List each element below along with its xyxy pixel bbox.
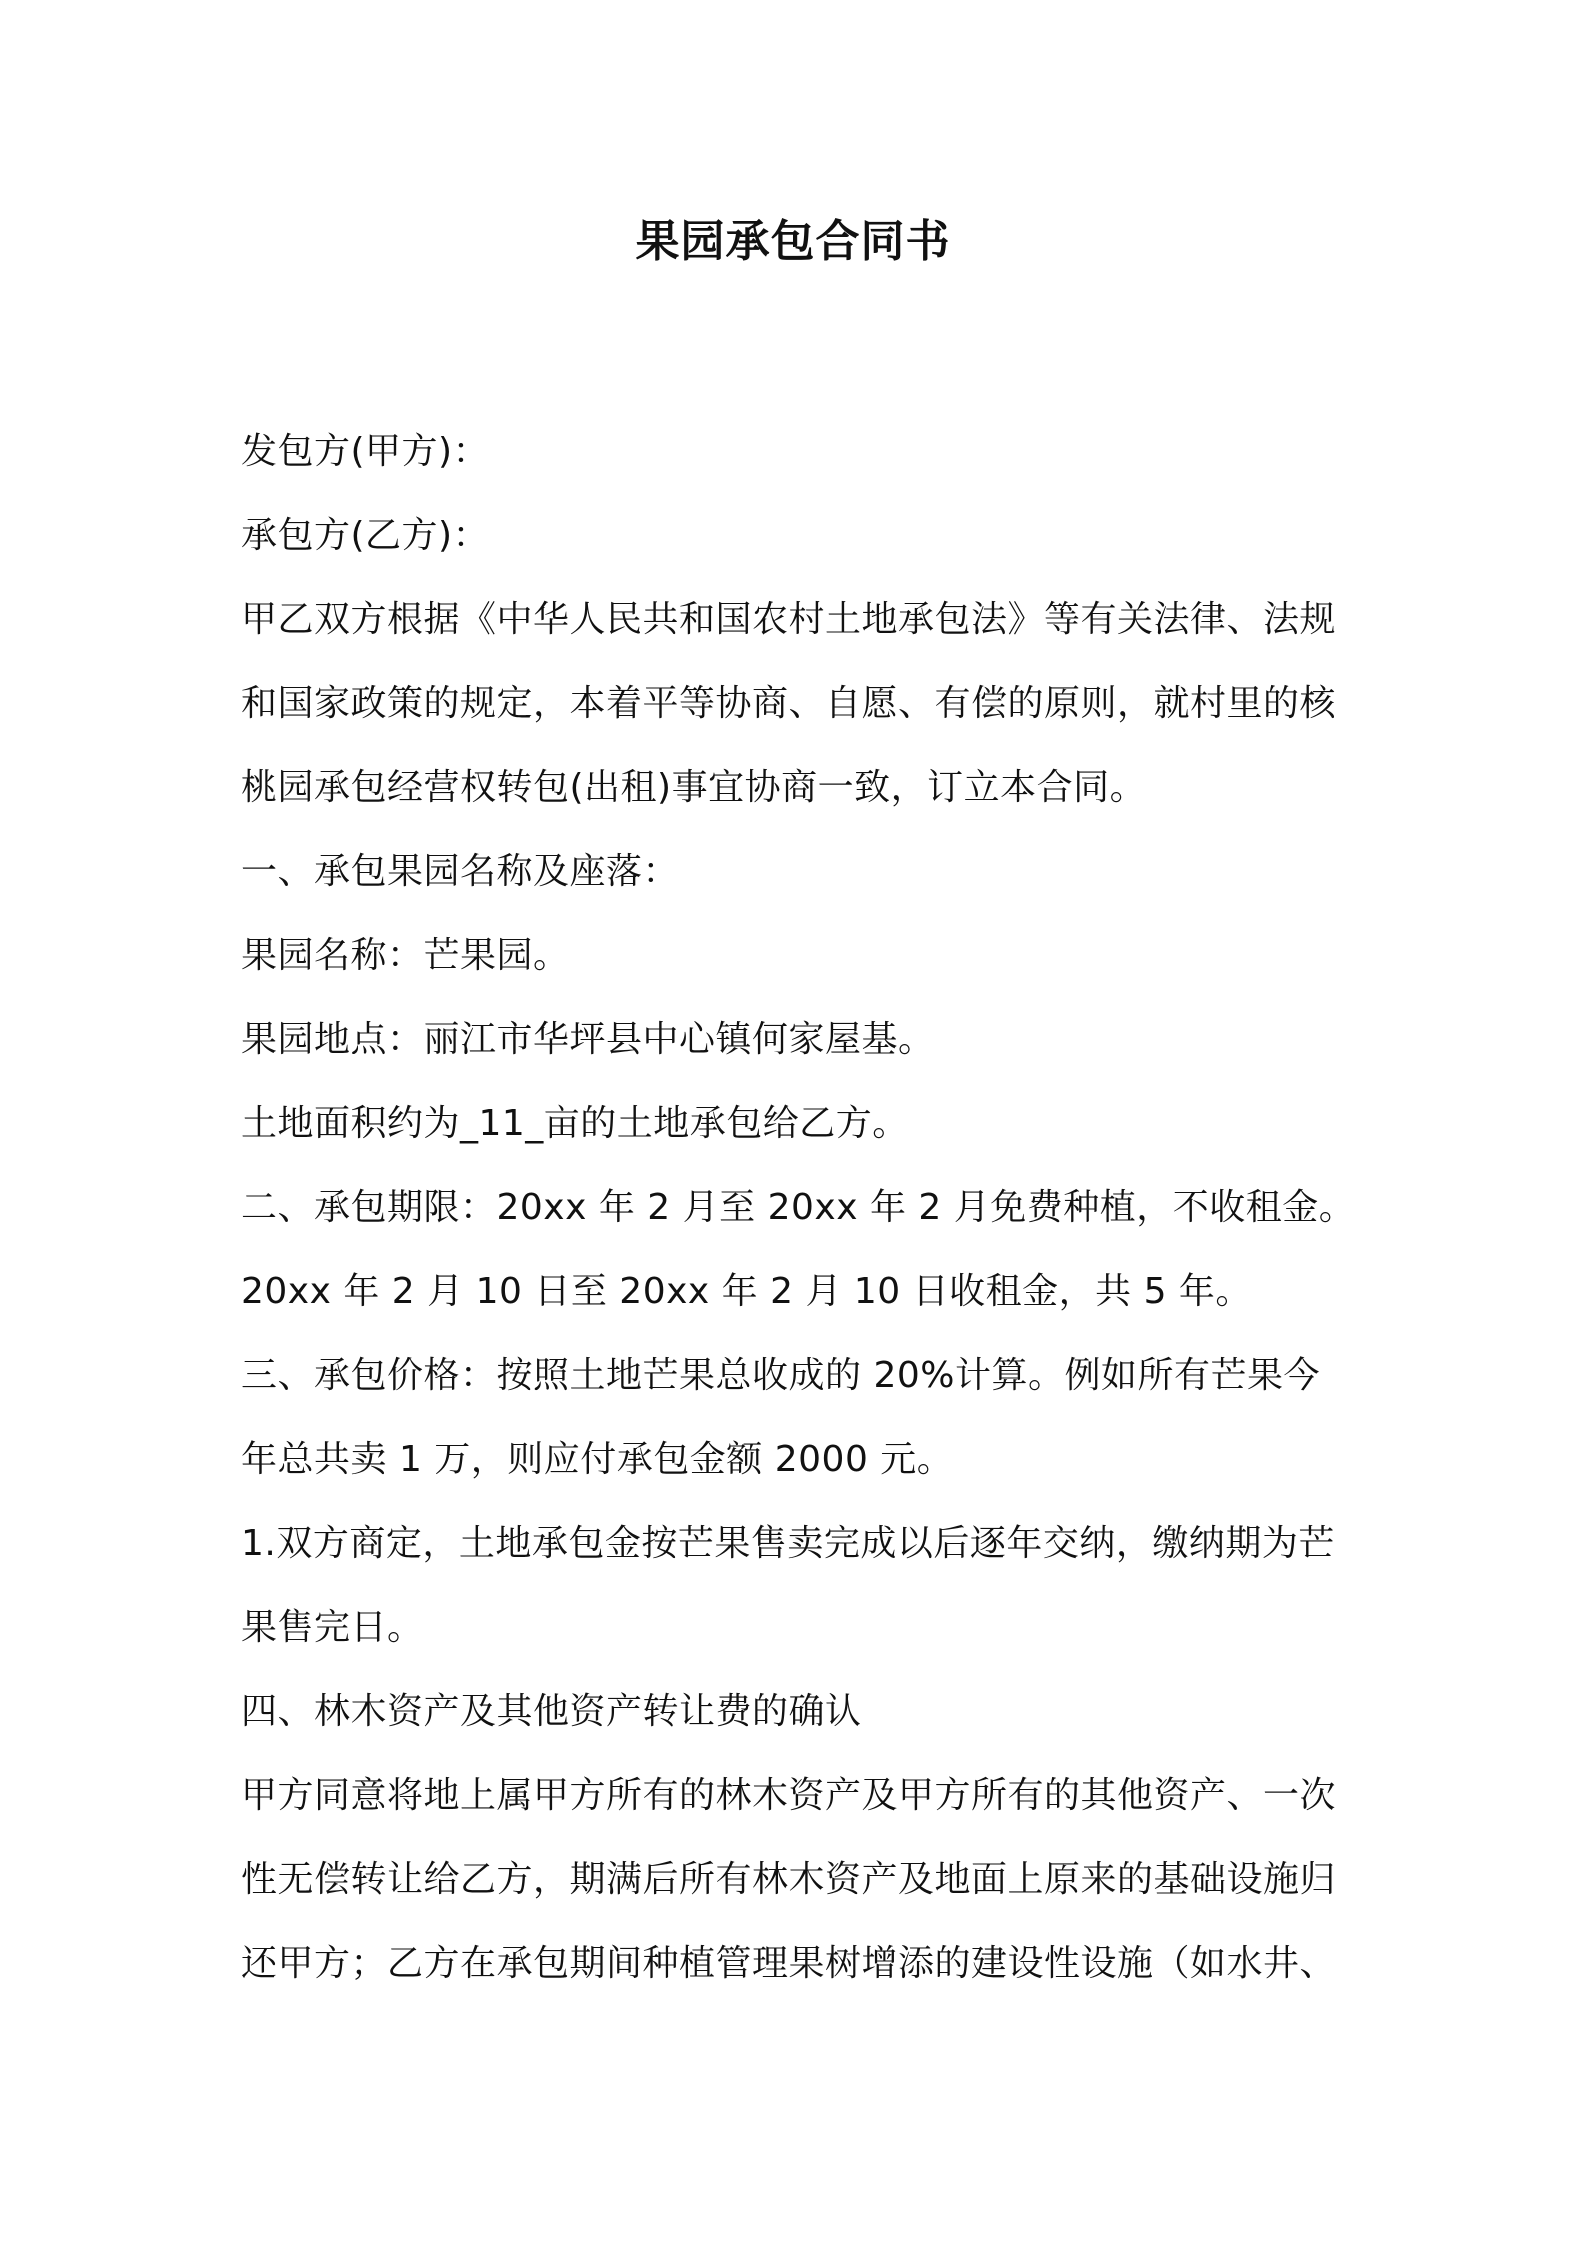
payment-line: 果售完日。 [241, 1607, 424, 1648]
section-heading: 四、林木资产及其他资产转让费的确认 [241, 1691, 862, 1732]
party-a-line: 发包方(甲方)： [241, 431, 490, 472]
orchard-name-line: 果园名称：芒果园。 [241, 935, 570, 976]
price-line: 三、承包价格：按照土地芒果总收成的 20%计算。例如所有芒果今 [241, 1355, 1320, 1396]
price-line: 年总共卖 1 万，则应付承包金额 2000 元。 [241, 1439, 954, 1480]
land-area-line: 土地面积约为_11_亩的土地承包给乙方。 [241, 1103, 909, 1144]
section-heading: 一、承包果园名称及座落： [241, 851, 680, 892]
payment-line: 1.双方商定，土地承包金按芒果售卖完成以后逐年交纳，缴纳期为芒 [241, 1523, 1335, 1564]
document-title: 果园承包合同书 [635, 216, 951, 267]
asset-transfer-line: 还甲方；乙方在承包期间种植管理果树增添的建设性设施（如水井、 [241, 1943, 1337, 1984]
preamble-line: 桃园承包经营权转包(出租)事宜协商一致，订立本合同。 [241, 767, 1147, 808]
preamble-line: 甲乙双方根据《中华人民共和国农村土地承包法》等有关法律、法规 [241, 599, 1337, 640]
term-line: 20xx 年 2 月 10 日至 20xx 年 2 月 10 日收租金，共 5 年。 [241, 1271, 1252, 1312]
orchard-location-line: 果园地点：丽江市华坪县中心镇何家屋基。 [241, 1019, 935, 1060]
preamble-line: 和国家政策的规定，本着平等协商、自愿、有偿的原则，就村里的核 [241, 683, 1337, 724]
document-body [241, 410, 1361, 2006]
asset-transfer-line: 性无偿转让给乙方，期满后所有林木资产及地面上原来的基础设施归 [241, 1859, 1337, 1900]
asset-transfer-line: 甲方同意将地上属甲方所有的林木资产及甲方所有的其他资产、一次 [241, 1775, 1337, 1816]
term-line: 二、承包期限：20xx 年 2 月至 20xx 年 2 月免费种植，不收租金。 [241, 1187, 1356, 1228]
party-b-line: 承包方(乙方)： [241, 515, 490, 556]
